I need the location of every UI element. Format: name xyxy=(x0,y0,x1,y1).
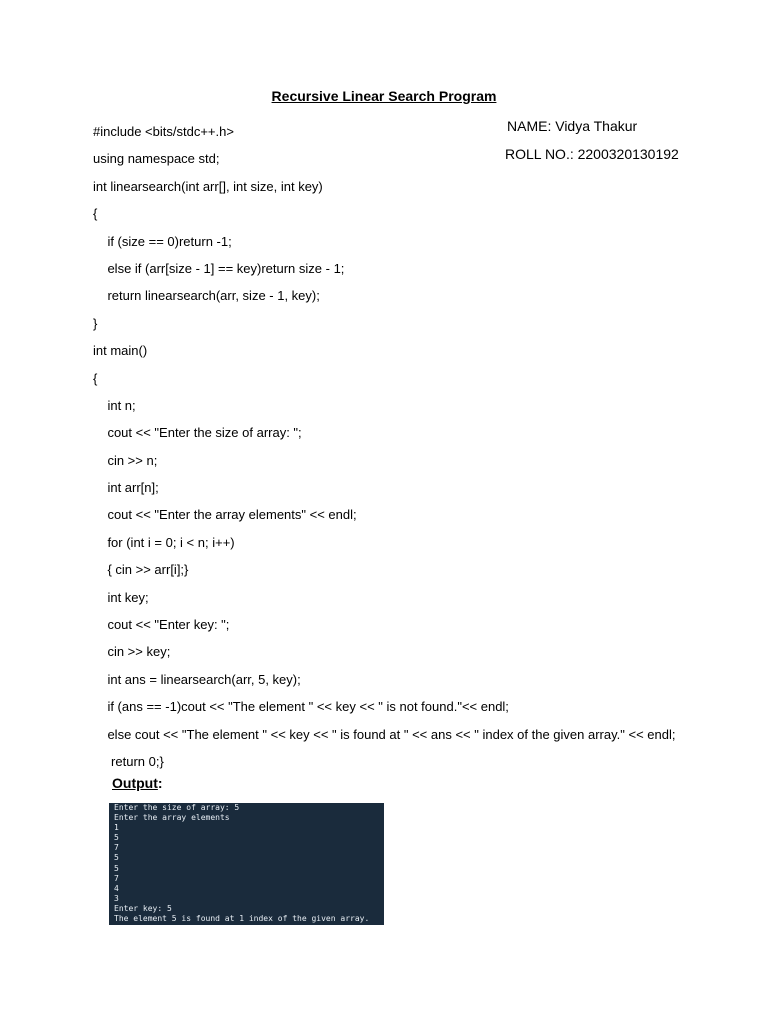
code-line: int n; xyxy=(93,397,136,413)
code-line: using namespace std; xyxy=(93,151,220,167)
code-line: #include <bits/stdc++.h> xyxy=(93,124,234,139)
code-line: cin >> n; xyxy=(93,452,158,468)
terminal-line: 7 xyxy=(114,873,119,883)
code-line: return linearsearch(arr, size - 1, key); xyxy=(93,288,320,304)
roll-number: ROLL NO.: 2200320130192 xyxy=(505,146,679,162)
code-line: cout << "Enter the array elements" << endl; xyxy=(93,507,357,523)
code-line: { xyxy=(93,206,98,222)
code-block xyxy=(93,118,693,775)
code-line: int linearsearch(int arr[], int size, int key) xyxy=(93,178,323,194)
terminal-line: 5 xyxy=(114,833,119,843)
code-line: if (size == 0)return -1; xyxy=(93,233,232,249)
code-line: } xyxy=(93,315,98,331)
terminal-line: 1 xyxy=(114,823,119,833)
terminal-line: 7 xyxy=(114,843,119,853)
code-line: { cin >> arr[i];} xyxy=(93,562,189,578)
terminal-line: 4 xyxy=(114,883,119,893)
code-line: cout << "Enter key: "; xyxy=(93,617,230,633)
output-colon: : xyxy=(157,775,163,791)
code-line: for (int i = 0; i < n; i++) xyxy=(93,534,235,550)
code-line: { xyxy=(93,370,98,386)
terminal-line: Enter key: 5 xyxy=(114,903,172,913)
terminal-line: 5 xyxy=(114,853,119,863)
code-line: cin >> key; xyxy=(93,644,171,660)
output-label: Output xyxy=(112,775,158,791)
terminal-line: 5 xyxy=(114,863,119,873)
code-line: cout << "Enter the size of array: "; xyxy=(93,425,302,441)
code-line: return 0;} xyxy=(93,753,164,769)
output-heading xyxy=(112,775,163,791)
terminal-line: Enter the array elements xyxy=(114,813,230,823)
student-name: NAME: Vidya Thakur xyxy=(507,118,638,134)
code-line: int ans = linearsearch(arr, 5, key); xyxy=(93,671,301,687)
code-line: else cout << "The element " << key << " is found at " << ans << " index of the given array." << endl; xyxy=(93,726,676,742)
terminal-line: Enter the size of array: 5 xyxy=(114,803,240,812)
code-line: int main() xyxy=(93,343,148,359)
code-line: int arr[n]; xyxy=(93,480,159,496)
terminal-line: The element 5 is found at 1 index of the given array. xyxy=(114,914,370,924)
terminal-output-screenshot xyxy=(109,803,384,925)
terminal-line: 3 xyxy=(114,893,119,903)
page-title: Recursive Linear Search Program xyxy=(271,88,497,104)
code-line: if (ans == -1)cout << "The element " << key << " is not found."<< endl; xyxy=(93,699,509,715)
code-line: else if (arr[size - 1] == key)return size - 1; xyxy=(93,260,345,276)
code-line: int key; xyxy=(93,589,149,605)
